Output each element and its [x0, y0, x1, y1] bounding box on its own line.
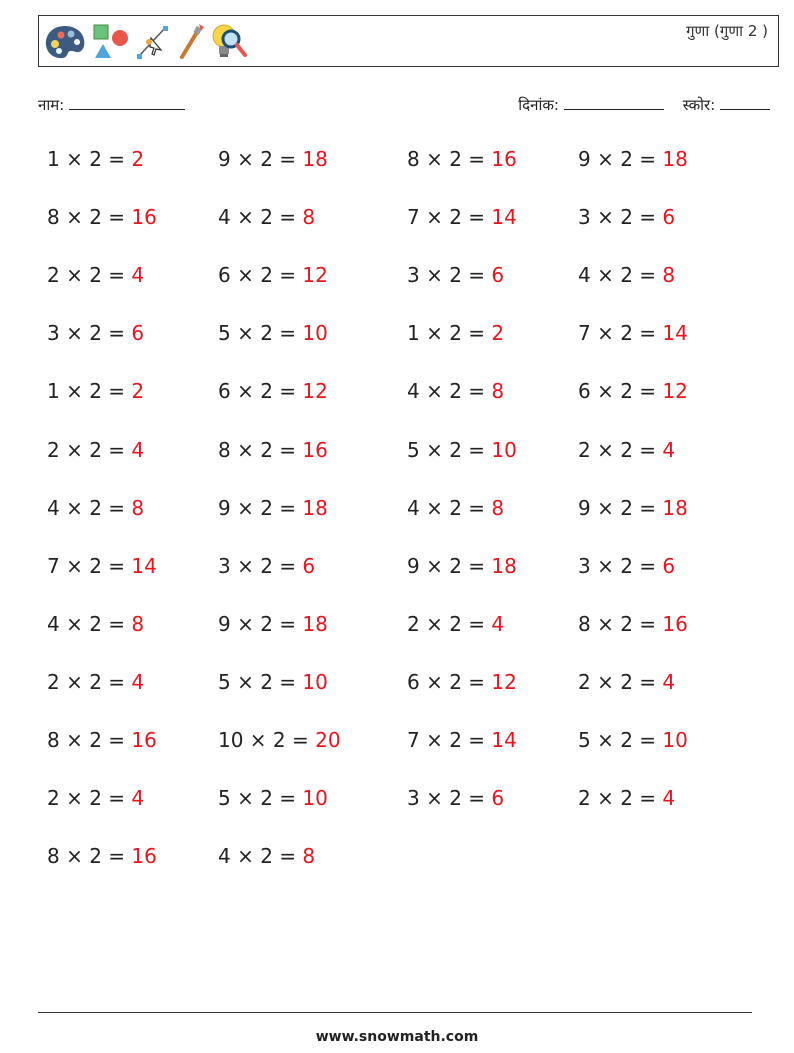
- problem-item: [47, 321, 144, 345]
- problem-question: 1 × 2 =: [407, 321, 492, 346]
- problem-item: [407, 205, 517, 229]
- problem-answer: 6: [662, 205, 676, 230]
- paintbrush-icon: [175, 22, 205, 62]
- problem-answer: 20: [315, 728, 341, 752]
- problem-answer: 10: [491, 437, 517, 462]
- problem-answer: 16: [131, 844, 157, 869]
- problem-item: [47, 496, 144, 520]
- problem-question: 9 × 2 =: [578, 495, 663, 520]
- problem-item: [47, 379, 144, 403]
- problem-question: 4 × 2 =: [407, 379, 492, 404]
- problem-item: [47, 205, 157, 229]
- lightbulb-magnifier-icon: [209, 22, 249, 62]
- problem-item: [578, 263, 675, 287]
- problem-item: [218, 438, 328, 462]
- problem-item: [218, 844, 315, 868]
- problem-question: 8 × 2 =: [407, 147, 492, 171]
- problem-question: 5 × 2 =: [218, 786, 303, 811]
- problem-answer: 2: [131, 379, 145, 404]
- problem-item: [218, 728, 341, 752]
- problem-question: 6 × 2 =: [578, 379, 663, 404]
- problem-item: [47, 728, 157, 752]
- problem-item: [47, 147, 144, 171]
- problem-item: [407, 554, 517, 578]
- problem-item: [578, 728, 688, 752]
- problem-answer: 4: [662, 437, 676, 462]
- problem-item: [578, 554, 675, 578]
- problem-question: 5 × 2 =: [407, 437, 492, 462]
- problem-answer: 16: [131, 205, 157, 230]
- problem-item: [578, 670, 675, 694]
- problem-answer: 16: [491, 147, 517, 171]
- problem-question: 4 × 2 =: [407, 495, 492, 520]
- problem-answer: 16: [131, 728, 157, 752]
- problem-answer: 14: [491, 728, 517, 752]
- problem-question: 3 × 2 =: [407, 786, 492, 811]
- problem-question: 2 × 2 =: [47, 669, 132, 694]
- problem-question: 2 × 2 =: [407, 611, 492, 636]
- problem-answer: 12: [302, 379, 328, 404]
- problem-answer: 2: [491, 321, 505, 346]
- problem-item: [407, 438, 517, 462]
- problem-question: 2 × 2 =: [578, 786, 663, 811]
- palette-icon: [43, 22, 87, 62]
- problem-item: [407, 321, 504, 345]
- problem-question: 5 × 2 =: [218, 321, 303, 346]
- problem-answer: 16: [662, 611, 688, 636]
- problem-item: [47, 786, 144, 810]
- problem-answer: 4: [662, 786, 676, 811]
- problem-item: [218, 321, 328, 345]
- problem-question: 4 × 2 =: [218, 844, 303, 869]
- date-label: दिनांक:: [518, 96, 559, 114]
- problem-item: [578, 496, 688, 520]
- problem-question: 2 × 2 =: [47, 437, 132, 462]
- name-blank-line: [69, 95, 185, 110]
- problem-answer: 6: [662, 553, 676, 578]
- score-label: स्कोर:: [682, 96, 716, 114]
- problem-question: 4 × 2 =: [578, 263, 663, 288]
- problem-question: 8 × 2 =: [47, 728, 132, 752]
- problem-item: [578, 379, 688, 403]
- vector-pen-icon: [135, 22, 171, 62]
- problem-question: 8 × 2 =: [47, 844, 132, 869]
- problem-answer: 10: [662, 728, 688, 752]
- problem-answer: 8: [302, 844, 316, 869]
- problem-question: 6 × 2 =: [407, 669, 492, 694]
- problem-answer: 16: [302, 437, 328, 462]
- problem-question: 3 × 2 =: [218, 553, 303, 578]
- problem-answer: 12: [662, 379, 688, 404]
- problem-question: 4 × 2 =: [218, 205, 303, 230]
- problem-answer: 8: [131, 495, 145, 520]
- problem-answer: 4: [131, 786, 145, 811]
- problem-question: 4 × 2 =: [47, 611, 132, 636]
- problem-question: 2 × 2 =: [47, 263, 132, 288]
- problem-item: [407, 670, 517, 694]
- problem-question: 9 × 2 =: [578, 147, 663, 171]
- problem-answer: 4: [662, 669, 676, 694]
- date-score-fields: [518, 95, 770, 115]
- problem-item: [218, 379, 328, 403]
- problem-question: 9 × 2 =: [407, 553, 492, 578]
- problem-question: 8 × 2 =: [218, 437, 303, 462]
- problem-question: 8 × 2 =: [47, 205, 132, 230]
- problem-question: 7 × 2 =: [407, 728, 492, 752]
- score-blank-line[interactable]: [720, 95, 770, 110]
- problem-answer: 14: [131, 553, 157, 578]
- problem-answer: 6: [302, 553, 316, 578]
- problem-item: [47, 554, 157, 578]
- problem-item: [578, 786, 675, 810]
- problem-item: [578, 612, 688, 636]
- problem-item: [218, 612, 328, 636]
- problem-item: [407, 728, 517, 752]
- problem-answer: 8: [302, 205, 316, 230]
- problem-question: 7 × 2 =: [407, 205, 492, 230]
- problem-answer: 10: [302, 786, 328, 811]
- problem-item: [407, 147, 517, 171]
- problem-question: 1 × 2 =: [47, 379, 132, 404]
- problem-item: [407, 496, 504, 520]
- problem-item: [218, 205, 315, 229]
- problem-question: 5 × 2 =: [578, 728, 663, 752]
- problem-question: 7 × 2 =: [47, 553, 132, 578]
- problem-answer: 6: [131, 321, 145, 346]
- date-blank-line[interactable]: [564, 95, 664, 110]
- problem-answer: 14: [662, 321, 688, 346]
- problem-item: [47, 263, 144, 287]
- problem-answer: 10: [302, 669, 328, 694]
- problem-item: [407, 379, 504, 403]
- problem-answer: 6: [491, 263, 505, 288]
- problem-question: 2 × 2 =: [47, 786, 132, 811]
- footer-divider: [38, 1012, 752, 1013]
- problem-answer: 18: [302, 147, 328, 171]
- problem-item: [47, 670, 144, 694]
- problem-answer: 14: [491, 205, 517, 230]
- problem-answer: 12: [491, 669, 517, 694]
- problem-item: [47, 844, 157, 868]
- shapes-icon: [91, 22, 131, 62]
- problem-answer: 4: [131, 669, 145, 694]
- problem-answer: 8: [662, 263, 676, 288]
- problem-question: 8 × 2 =: [578, 611, 663, 636]
- problem-question: 3 × 2 =: [407, 263, 492, 288]
- problem-question: 9 × 2 =: [218, 147, 303, 171]
- problem-answer: 18: [491, 553, 517, 578]
- problem-item: [47, 438, 144, 462]
- problem-question: 7 × 2 =: [578, 321, 663, 346]
- footer-url[interactable]: www.snowmath.com: [315, 1029, 479, 1045]
- problem-question: 6 × 2 =: [218, 379, 303, 404]
- problem-item: [407, 263, 504, 287]
- problem-question: 9 × 2 =: [218, 495, 303, 520]
- problem-answer: 18: [662, 495, 688, 520]
- problem-question: 3 × 2 =: [47, 321, 132, 346]
- problem-answer: 12: [302, 263, 328, 288]
- problem-answer: 4: [131, 263, 145, 288]
- problem-answer: 8: [131, 611, 145, 636]
- header-box: [38, 15, 779, 67]
- problem-question: 3 × 2 =: [578, 553, 663, 578]
- problem-answer: 2: [131, 147, 145, 171]
- problem-answer: 4: [131, 437, 145, 462]
- name-field[interactable]: [38, 95, 185, 115]
- problem-answer: 6: [491, 786, 505, 811]
- problem-item: [578, 321, 688, 345]
- problem-question: 9 × 2 =: [218, 611, 303, 636]
- problem-question: 3 × 2 =: [578, 205, 663, 230]
- problem-answer: 18: [302, 495, 328, 520]
- problem-item: [47, 612, 144, 636]
- problem-item: [218, 496, 328, 520]
- problem-item: [578, 205, 675, 229]
- header-icons: [43, 20, 249, 64]
- problem-question: 2 × 2 =: [578, 669, 663, 694]
- problem-item: [407, 612, 504, 636]
- name-label: नाम:: [38, 96, 65, 114]
- problem-question: 2 × 2 =: [578, 437, 663, 462]
- problem-question: 10 × 2 =: [218, 728, 316, 752]
- problem-question: 4 × 2 =: [47, 495, 132, 520]
- problem-item: [578, 147, 688, 171]
- info-row: [38, 95, 770, 117]
- problem-answer: 18: [662, 147, 688, 171]
- problem-question: 1 × 2 =: [47, 147, 132, 171]
- problem-item: [218, 786, 328, 810]
- problem-question: 5 × 2 =: [218, 669, 303, 694]
- problem-item: [218, 263, 328, 287]
- problem-item: [218, 147, 328, 171]
- problem-question: 6 × 2 =: [218, 263, 303, 288]
- problem-item: [218, 670, 328, 694]
- problem-item: [407, 786, 504, 810]
- problem-answer: 8: [491, 495, 505, 520]
- problem-item: [578, 438, 675, 462]
- problem-answer: 4: [491, 611, 505, 636]
- worksheet-title: गुणा (गुणा 2 ): [686, 22, 768, 40]
- problem-item: [218, 554, 315, 578]
- problem-answer: 10: [302, 321, 328, 346]
- problem-answer: 8: [491, 379, 505, 404]
- problem-answer: 18: [302, 611, 328, 636]
